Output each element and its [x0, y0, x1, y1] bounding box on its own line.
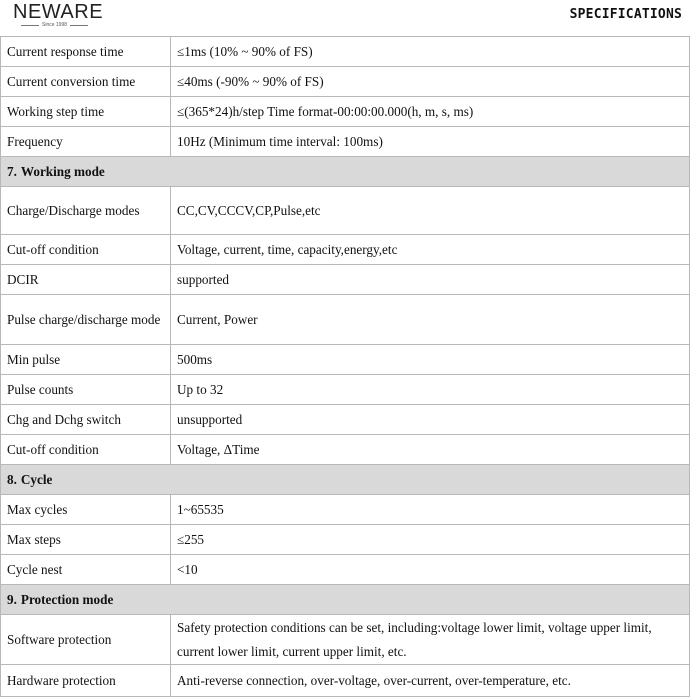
- row-value: ≤255: [171, 525, 690, 555]
- row-value: Up to 32: [171, 375, 690, 405]
- table-row: [1, 435, 690, 465]
- brand-name: NEWARE: [13, 1, 104, 23]
- section-number: 9.: [7, 591, 17, 607]
- spec-table: [0, 36, 690, 697]
- row-label: Current conversion time: [1, 67, 171, 97]
- row-value: <10: [171, 555, 690, 585]
- row-label: Hardware protection: [1, 665, 171, 697]
- table-row: [1, 67, 690, 97]
- row-label: Working step time: [1, 97, 171, 127]
- row-label: Pulse charge/discharge mode: [1, 295, 171, 345]
- logo-rule-right: [70, 25, 88, 26]
- row-label: Chg and Dchg switch: [1, 405, 171, 435]
- row-value: 1~65535: [171, 495, 690, 525]
- row-label: Charge/Discharge modes: [1, 187, 171, 235]
- row-label: Software protection: [1, 615, 171, 665]
- section-title: Protection mode: [20, 591, 114, 607]
- table-row: [1, 295, 690, 345]
- neware-logo: [13, 1, 103, 28]
- table-row: [1, 97, 690, 127]
- row-label: Frequency: [1, 127, 171, 157]
- section-number: 7.: [7, 163, 17, 179]
- table-row: [1, 495, 690, 525]
- row-value: 500ms: [171, 345, 690, 375]
- row-value: Voltage, ΔTime: [171, 435, 690, 465]
- table-row: [1, 37, 690, 67]
- row-value: ≤(365*24)h/step Time format-00:00:00.000(h, m, s, ms): [171, 97, 690, 127]
- table-row: [1, 375, 690, 405]
- row-label: Max steps: [1, 525, 171, 555]
- section-header: [1, 157, 690, 187]
- row-label: Cycle nest: [1, 555, 171, 585]
- since-text: Since 1998: [42, 22, 68, 28]
- row-value: Safety protection conditions can be set, including:voltage lower limit, voltage upper limit, current lower limit, current upper limit, etc.: [171, 615, 690, 665]
- row-value: unsupported: [171, 405, 690, 435]
- row-value: ≤40ms (-90% ~ 90% of FS): [171, 67, 690, 97]
- row-label: Cut-off condition: [1, 435, 171, 465]
- page-header: [0, 0, 694, 35]
- row-value: supported: [171, 265, 690, 295]
- table-row: [1, 265, 690, 295]
- table-row: [1, 555, 690, 585]
- section-protection-mode: [1, 585, 690, 615]
- row-value: 10Hz (Minimum time interval: 100ms): [171, 127, 690, 157]
- row-label: Cut-off condition: [1, 235, 171, 265]
- table-row: [1, 525, 690, 555]
- section-working-mode: [1, 157, 690, 187]
- table-row: [1, 345, 690, 375]
- page-title: SPECIFICATIONS: [569, 7, 682, 22]
- row-value: Anti-reverse connection, over-voltage, over-current, over-temperature, etc.: [171, 665, 690, 697]
- section-title: Cycle: [20, 471, 53, 487]
- section-cycle: [1, 465, 690, 495]
- row-value: Voltage, current, time, capacity,energy,etc: [171, 235, 690, 265]
- table-row: [1, 665, 690, 697]
- row-value: ≤1ms (10% ~ 90% of FS): [171, 37, 690, 67]
- section-header: [1, 465, 690, 495]
- table-row: [1, 235, 690, 265]
- table-row: [1, 127, 690, 157]
- row-value: CC,CV,CCCV,CP,Pulse,etc: [171, 187, 690, 235]
- section-title: Working mode: [20, 163, 105, 179]
- row-label: Min pulse: [1, 345, 171, 375]
- table-row: [1, 405, 690, 435]
- row-label: DCIR: [1, 265, 171, 295]
- section-number: 8.: [7, 471, 17, 487]
- logo-rule-left: [21, 25, 39, 26]
- row-label: Max cycles: [1, 495, 171, 525]
- section-header: [1, 585, 690, 615]
- table-row: [1, 615, 690, 665]
- row-label: Pulse counts: [1, 375, 171, 405]
- row-label: Current response time: [1, 37, 171, 67]
- table-row: [1, 187, 690, 235]
- row-value: Current, Power: [171, 295, 690, 345]
